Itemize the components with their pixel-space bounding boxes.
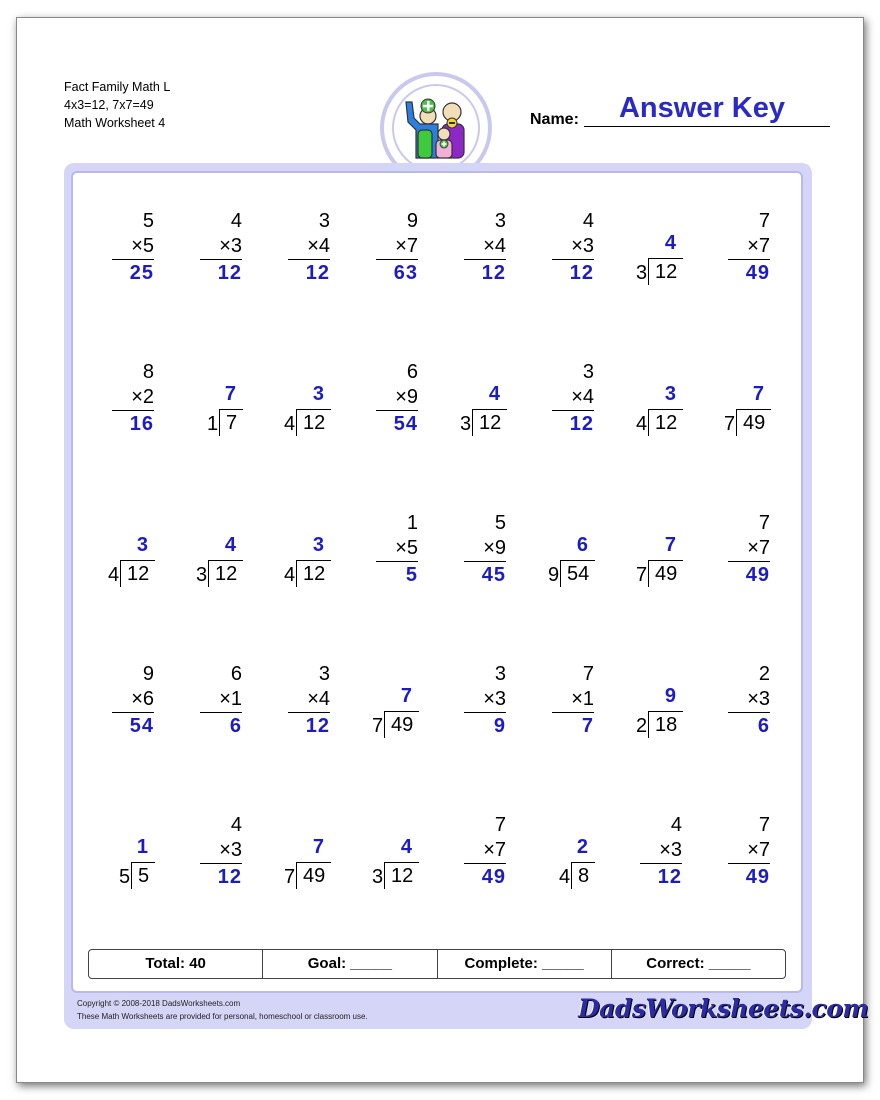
quotient-answer: 3: [136, 534, 148, 556]
multiplication-problem: [528, 639, 616, 749]
dividend: 12: [120, 560, 155, 587]
dividend: 18: [648, 711, 683, 738]
division-problem: [616, 639, 704, 749]
divisor: 7: [284, 866, 296, 888]
dividend: 8: [571, 862, 595, 889]
multiplication-problem: [440, 488, 528, 598]
dividend: 12: [472, 409, 507, 436]
total-count: Total: 40: [89, 950, 263, 978]
quotient-answer: 4: [488, 383, 500, 405]
dividend: 12: [384, 862, 419, 889]
usage-notice: These Math Worksheets are provided for personal, homeschool or classroom use.: [77, 1012, 368, 1021]
multiplication-stack: [202, 661, 242, 739]
multiplication-stack: [378, 208, 418, 286]
divisor: 4: [636, 413, 648, 435]
multiplier: ×1: [571, 688, 594, 710]
multiplication-problem: [264, 639, 352, 749]
name-line: [584, 126, 830, 127]
product-answer: 49: [745, 564, 770, 586]
divisor: 9: [548, 564, 560, 586]
quotient-answer: 4: [400, 836, 412, 858]
multiplicand: 3: [318, 210, 330, 232]
divisor: 7: [636, 564, 648, 586]
multiplicand: 8: [142, 361, 154, 383]
dividend: 49: [648, 560, 683, 587]
multiplier: ×4: [571, 386, 594, 408]
long-division: [264, 534, 344, 594]
multiplier: ×4: [307, 235, 330, 257]
divisor: 3: [460, 413, 472, 435]
product-answer: 54: [129, 715, 154, 737]
quotient-answer: 7: [752, 383, 764, 405]
multiplication-problem: [528, 337, 616, 447]
multiplication-stack: [466, 208, 506, 286]
long-division: [440, 383, 520, 443]
long-division: [616, 383, 696, 443]
multiplication-problem: [440, 639, 528, 749]
division-problem: [440, 337, 528, 447]
multiplicand: 7: [758, 210, 770, 232]
dividend: 49: [296, 862, 331, 889]
product-answer: 12: [305, 715, 330, 737]
answer-key-heading: Answer Key: [618, 92, 785, 124]
multiplication-problem: [176, 790, 264, 900]
worksheet-facts: 4x3=12, 7x7=49: [64, 98, 154, 112]
product-answer: 49: [481, 866, 506, 888]
quotient-answer: 4: [224, 534, 236, 556]
family-icon: [392, 84, 480, 172]
product-answer: 63: [393, 262, 418, 284]
divisor: 4: [284, 413, 296, 435]
multiplier: ×1: [219, 688, 242, 710]
product-answer: 12: [569, 262, 594, 284]
multiplier: ×9: [395, 386, 418, 408]
product-answer: 25: [129, 262, 154, 284]
divisor: 3: [636, 262, 648, 284]
product-answer: 45: [481, 564, 506, 586]
copyright-text: Copyright © 2008-2018 DadsWorksheets.com: [77, 999, 241, 1008]
multiplicand: 6: [230, 663, 242, 685]
long-division: [616, 685, 696, 745]
multiplication-problem: [704, 186, 792, 296]
multiplication-stack: [114, 208, 154, 286]
division-problem: [704, 337, 792, 447]
divisor: 4: [284, 564, 296, 586]
division-problem: [176, 488, 264, 598]
multiplier: ×7: [395, 235, 418, 257]
quotient-answer: 9: [664, 685, 676, 707]
division-problem: [616, 186, 704, 296]
multiplicand: 4: [582, 210, 594, 232]
multiplication-stack: [114, 359, 154, 437]
multiplier: ×5: [395, 537, 418, 559]
division-problem: [616, 337, 704, 447]
multiplication-problem: [704, 790, 792, 900]
product-answer: 7: [581, 715, 594, 737]
long-division: [616, 534, 696, 594]
divisor: 7: [372, 715, 384, 737]
division-problem: [264, 337, 352, 447]
dividend: 54: [560, 560, 595, 587]
division-problem: [616, 488, 704, 598]
complete-field: Complete: _____: [438, 950, 612, 978]
multiplication-problem: [176, 639, 264, 749]
multiplier: ×7: [483, 839, 506, 861]
product-answer: 12: [305, 262, 330, 284]
multiplication-stack: [554, 208, 594, 286]
divisor: 3: [196, 564, 208, 586]
quotient-answer: 2: [576, 836, 588, 858]
division-problem: [264, 790, 352, 900]
multiplication-problem: [704, 488, 792, 598]
divisor: 3: [372, 866, 384, 888]
quotient-answer: 3: [664, 383, 676, 405]
multiplication-problem: [528, 186, 616, 296]
product-answer: 12: [481, 262, 506, 284]
problem-frame: [64, 163, 812, 1029]
division-problem: [88, 790, 176, 900]
multiplicand: 5: [494, 512, 506, 534]
name-label: Name:: [530, 111, 579, 128]
multiplication-stack: [202, 812, 242, 890]
multiplicand: 5: [142, 210, 154, 232]
division-problem: [352, 790, 440, 900]
multiplier: ×9: [483, 537, 506, 559]
long-division: [176, 534, 256, 594]
multiplicand: 4: [230, 210, 242, 232]
multiplier: ×3: [659, 839, 682, 861]
multiplication-problem: [264, 186, 352, 296]
multiplicand: 3: [494, 210, 506, 232]
quotient-answer: 7: [224, 383, 236, 405]
multiplier: ×6: [131, 688, 154, 710]
multiplier: ×3: [219, 235, 242, 257]
multiplier: ×3: [571, 235, 594, 257]
dividend: 12: [208, 560, 243, 587]
multiplicand: 3: [494, 663, 506, 685]
multiplication-problem: [88, 186, 176, 296]
multiplicand: 7: [494, 814, 506, 836]
worksheet-title: Fact Family Math L: [64, 80, 171, 94]
multiplier: ×3: [483, 688, 506, 710]
dividend: 5: [131, 862, 155, 889]
multiplier: ×3: [219, 839, 242, 861]
multiplier: ×2: [131, 386, 154, 408]
multiplication-stack: [290, 661, 330, 739]
correct-field: Correct: _____: [646, 955, 751, 972]
dividend: 7: [219, 409, 243, 436]
long-division: [264, 836, 344, 896]
quotient-answer: 3: [312, 383, 324, 405]
multiplication-stack: [378, 510, 418, 588]
multiplier: ×5: [131, 235, 154, 257]
division-problem: [528, 488, 616, 598]
long-division: [528, 534, 608, 594]
multiplication-stack: [290, 208, 330, 286]
division-problem: [352, 639, 440, 749]
multiplication-problem: [704, 639, 792, 749]
multiplication-problem: [176, 186, 264, 296]
product-answer: 5: [405, 564, 418, 586]
multiplicand: 7: [758, 814, 770, 836]
multiplication-stack: [466, 812, 506, 890]
long-division: [352, 685, 432, 745]
dividend: 49: [384, 711, 419, 738]
product-answer: 49: [745, 866, 770, 888]
multiplicand: 7: [582, 663, 594, 685]
multiplication-problem: [352, 488, 440, 598]
division-problem: [528, 790, 616, 900]
product-answer: 12: [657, 866, 682, 888]
quotient-answer: 4: [664, 232, 676, 254]
goal-field: Goal: _____: [263, 950, 437, 978]
quotient-answer: 7: [312, 836, 324, 858]
multiplicand: 9: [142, 663, 154, 685]
product-answer: 16: [129, 413, 154, 435]
long-division: [528, 836, 608, 896]
multiplication-problem: [616, 790, 704, 900]
multiplication-stack: [730, 661, 770, 739]
divisor: 4: [108, 564, 120, 586]
problem-grid: [73, 173, 801, 991]
dividend: 12: [296, 560, 331, 587]
quotient-answer: 3: [312, 534, 324, 556]
multiplication-stack: [202, 208, 242, 286]
divisor: 4: [559, 866, 571, 888]
dividend: 12: [648, 258, 683, 285]
quotient-answer: 6: [576, 534, 588, 556]
division-problem: [264, 488, 352, 598]
product-answer: 49: [745, 262, 770, 284]
multiplication-stack: [642, 812, 682, 890]
multiplier: ×3: [747, 688, 770, 710]
score-summary: [88, 949, 786, 979]
multiplicand: 9: [406, 210, 418, 232]
long-division: [264, 383, 344, 443]
problem-area: [71, 171, 803, 993]
multiplication-stack: [114, 661, 154, 739]
multiplication-problem: [352, 337, 440, 447]
dividend: 12: [648, 409, 683, 436]
long-division: [352, 836, 432, 896]
multiplier: ×7: [747, 839, 770, 861]
divisor: 5: [119, 866, 131, 888]
multiplicand: 3: [318, 663, 330, 685]
multiplicand: 3: [582, 361, 594, 383]
dividend: 49: [736, 409, 771, 436]
multiplier: ×7: [747, 235, 770, 257]
multiplication-problem: [88, 337, 176, 447]
quotient-answer: 1: [136, 836, 148, 858]
quotient-answer: 7: [400, 685, 412, 707]
long-division: [88, 836, 168, 896]
product-answer: 9: [493, 715, 506, 737]
division-problem: [88, 488, 176, 598]
multiplication-problem: [88, 639, 176, 749]
brand-logo: DadsWorksheets.com: [578, 994, 869, 1023]
multiplicand: 6: [406, 361, 418, 383]
multiplication-problem: [352, 186, 440, 296]
multiplicand: 7: [758, 512, 770, 534]
multiplication-stack: [554, 359, 594, 437]
long-division: [176, 383, 256, 443]
worksheet-number: Math Worksheet 4: [64, 116, 166, 130]
product-answer: 6: [757, 715, 770, 737]
division-problem: [176, 337, 264, 447]
multiplication-stack: [378, 359, 418, 437]
product-answer: 12: [217, 866, 242, 888]
multiplicand: 1: [406, 512, 418, 534]
long-division: [704, 383, 784, 443]
multiplication-stack: [466, 510, 506, 588]
multiplier: ×4: [307, 688, 330, 710]
multiplicand: 4: [230, 814, 242, 836]
multiplication-problem: [440, 790, 528, 900]
long-division: [616, 232, 696, 292]
product-answer: 12: [569, 413, 594, 435]
multiplication-stack: [730, 510, 770, 588]
multiplicand: 4: [670, 814, 682, 836]
divisor: 7: [724, 413, 736, 435]
quotient-answer: 7: [664, 534, 676, 556]
divisor: 2: [636, 715, 648, 737]
divisor: 1: [207, 413, 219, 435]
product-answer: 6: [229, 715, 242, 737]
dividend: 12: [296, 409, 331, 436]
multiplier: ×4: [483, 235, 506, 257]
multiplication-stack: [730, 812, 770, 890]
multiplier: ×7: [747, 537, 770, 559]
multiplication-stack: [466, 661, 506, 739]
multiplication-problem: [440, 186, 528, 296]
multiplication-stack: [554, 661, 594, 739]
product-answer: 12: [217, 262, 242, 284]
multiplicand: 2: [758, 663, 770, 685]
multiplication-stack: [730, 208, 770, 286]
long-division: [88, 534, 168, 594]
product-answer: 54: [393, 413, 418, 435]
